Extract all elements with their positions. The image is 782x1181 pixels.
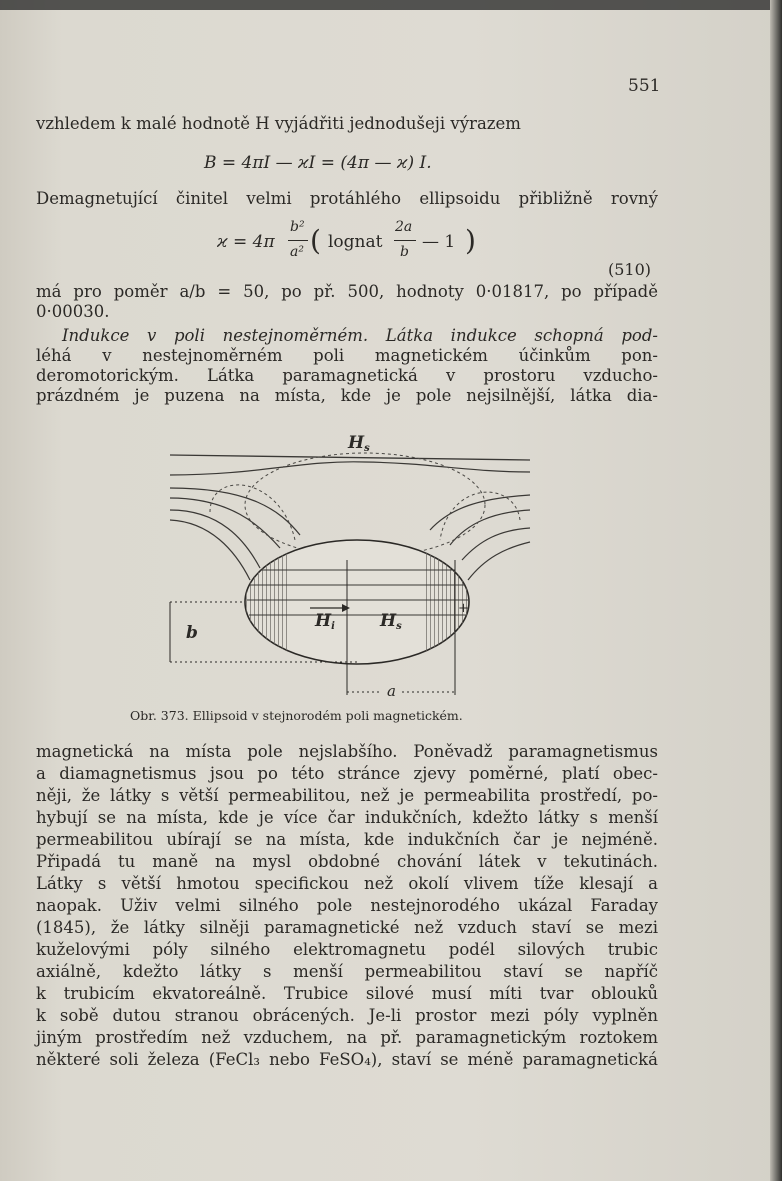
label-hs-top: Hs (348, 433, 370, 454)
text-line: prázdném je puzena na místa, kde je pole nejsilnější, látka dia- (36, 386, 658, 405)
text-line: léhá v nestejnoměrném poli magnetickém účinkům pon- (36, 346, 658, 365)
hatched-left (245, 552, 290, 652)
text-line: Látky s větší hmotou specifickou než okolí vlivem tíže klesají a (36, 874, 658, 893)
eq510-log: lognat (328, 232, 383, 252)
text-line: hybují se na místa, kde je více čar indukčních, kdežto látky s menší (36, 808, 658, 827)
text-line: (1845), že látky silněji paramagnetické než vzduch staví se mezi (36, 918, 658, 937)
text-line: a diamagnetismus jsou po této stránce zjevy poměrné, platí obec- (36, 764, 658, 783)
page-number: 551 (628, 76, 661, 96)
text-line: vzhledem k malé hodnotě H vyjádřiti jednodušeji výrazem (36, 114, 521, 133)
eq510-frac2-num: 2a (395, 219, 413, 235)
dashed-loop (210, 485, 295, 540)
equation-number: (510) (608, 260, 652, 279)
equation-b: B = 4πI — ϰI = (4π — ϰ) I. (204, 153, 432, 173)
text-line: deromotorickým. Látka paramagnetická v prostoru vzducho- (36, 366, 658, 385)
text-line: něji, že látky s větší permeabilitou, než je permeabilita prostředí, po- (36, 786, 658, 805)
field-line (170, 455, 530, 460)
text-line: má pro poměr a/b = 50, po př. 500, hodnoty 0·01817, po případě (36, 282, 658, 301)
text-line: 0·00030. (36, 302, 110, 321)
text-line: magnetická na místa pole nejslabšího. Poněvadž paramagnetismus (36, 742, 658, 761)
scan-edge-top (0, 0, 782, 10)
label-plus: + (458, 601, 469, 616)
scan-edge-right (770, 0, 782, 1181)
eq510-paren-right: ) (465, 224, 476, 257)
label-a: a (387, 682, 396, 700)
text-line: jiným prostředím než vzduchem, na př. paramagnetickým roztokem (36, 1028, 658, 1047)
text-line: k trubicím ekvatoreálně. Trubice silové musí míti tvar oblouků (36, 984, 658, 1003)
label-b: b (186, 623, 198, 643)
field-line (170, 462, 530, 475)
eq510-frac2-den: b (400, 244, 409, 260)
ellipsoid-figure (150, 430, 540, 710)
text-line: kuželovými póly silného elektromagnetu podél silových trubic (36, 940, 658, 959)
text-line: Indukce v poli nestejnoměrném. Látka indukce schopná pod- (62, 326, 658, 345)
dashed-loop (440, 492, 520, 540)
eq510-kappa: ϰ = 4π (217, 232, 275, 252)
eq510-tail: — 1 (422, 232, 456, 252)
eq510-frac1-num: b² (290, 219, 305, 235)
text-line: Připadá tu maně na mysl obdobné chování látek v tekutinách. (36, 852, 658, 871)
field-line (170, 488, 530, 535)
eq510-frac2-bar (394, 240, 416, 241)
text-line: permeabilitou ubírají se na místa, kde indukčních čar je nejméně. (36, 830, 658, 849)
text-line: Demagnetující činitel velmi protáhlého ellipsoidu přibližně rovný (36, 189, 658, 208)
text-line: některé soli železa (FeCl₃ nebo FeSO₄), staví se méně paramagnetická (36, 1050, 658, 1069)
text-line: naopak. Uživ velmi silného pole nestejnorodého ukázal Faraday (36, 896, 658, 915)
figure-caption: Obr. 373. Ellipsoid v stejnorodém poli magnetickém. (130, 708, 463, 723)
eq510-frac1-den: a² (290, 244, 304, 260)
text-line: axiálně, kdežto látky s menší permeabilitou staví se napříč (36, 962, 658, 981)
label-hi: Hi (315, 611, 335, 632)
label-hs-inner: Hs (380, 611, 402, 632)
eq510-frac1-bar (288, 240, 308, 241)
text-line: k sobě dutou stranou obrácených. Je-li prostor mezi póly vyplněn (36, 1006, 658, 1025)
eq510-paren-left: ( (310, 224, 321, 257)
